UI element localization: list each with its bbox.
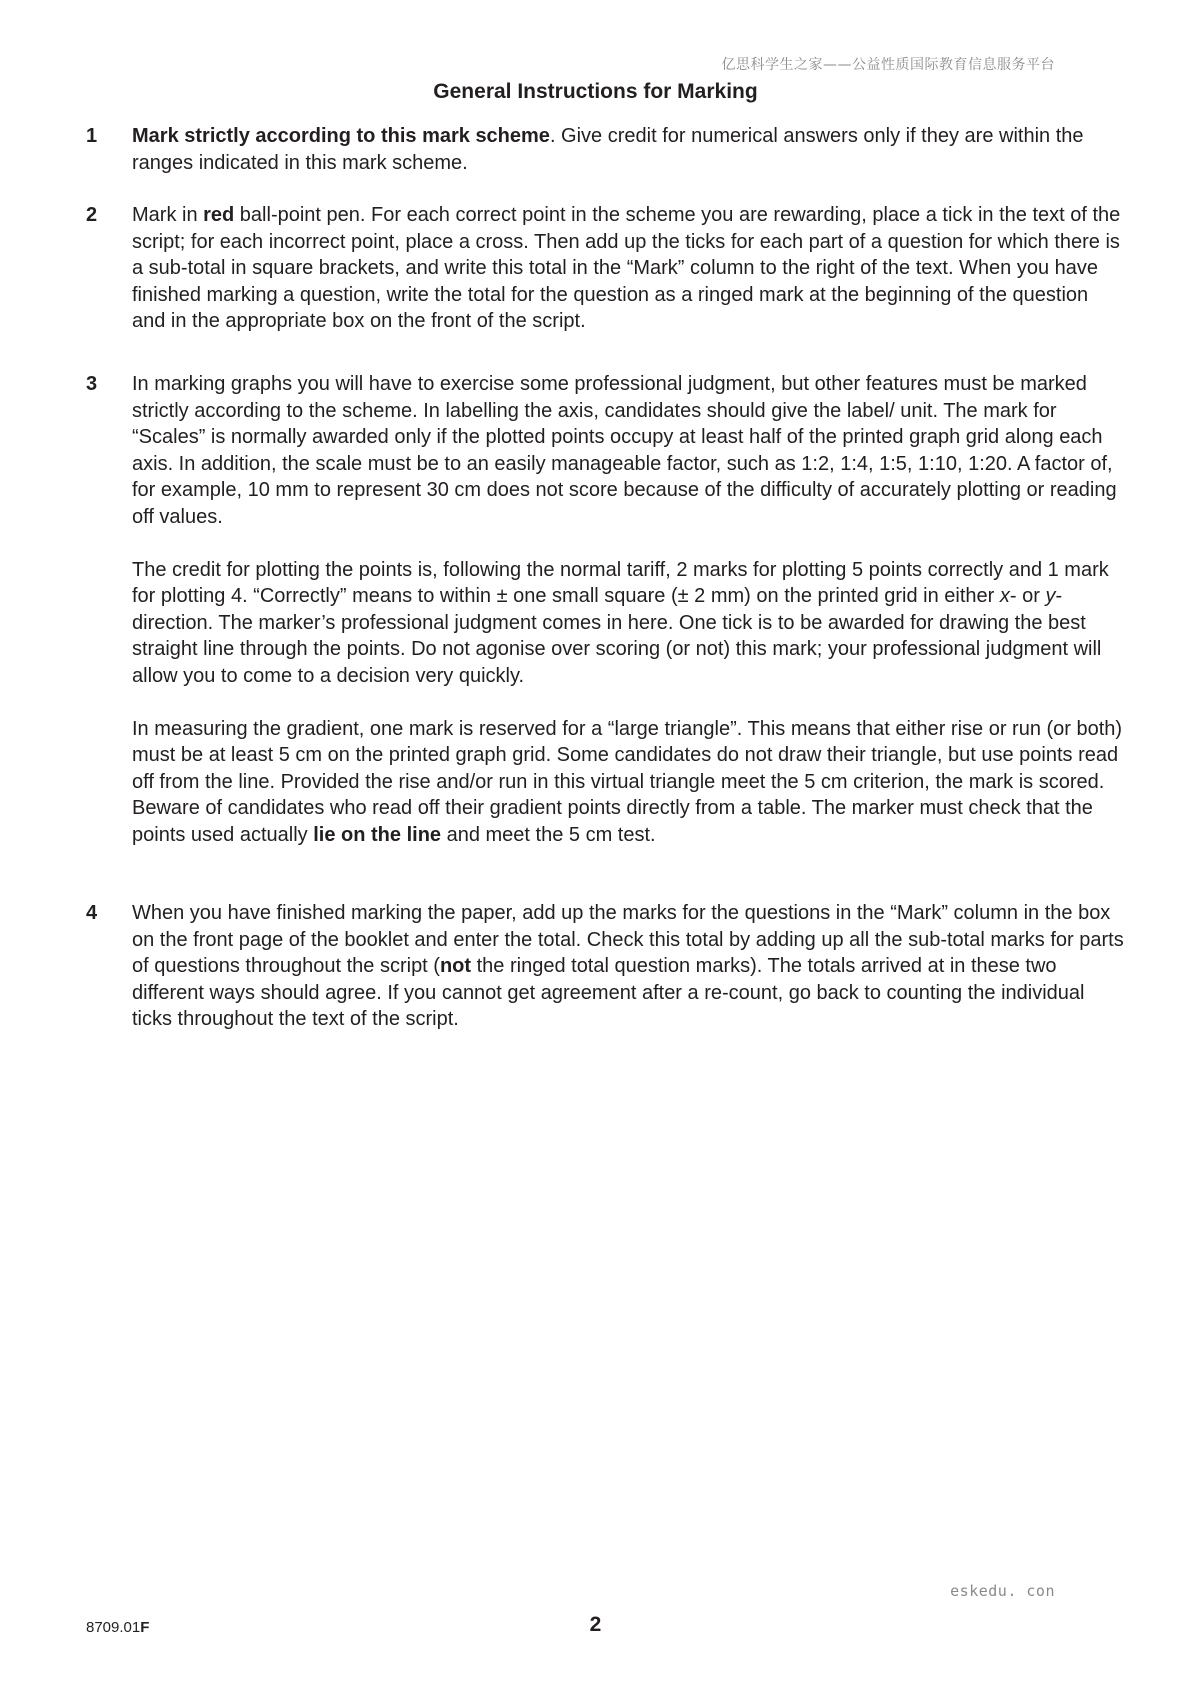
instruction-item-4 bbox=[86, 900, 1126, 1033]
paragraph-text: . Give credit for numerical answers only if they are within the ranges indicated in this mark scheme. bbox=[132, 125, 1084, 174]
item-number: 1 bbox=[86, 125, 98, 147]
instruction-item-2 bbox=[86, 202, 1126, 335]
instruction-item-1 bbox=[86, 123, 1126, 176]
paragraph-text: -direction. The marker’s professional judgment comes in here. One tick is to be awarded for drawing the best straight line through the points. Do not agonise over scoring (or not) this mark; your professional judgment will allow you to come to a decision very quickly. bbox=[132, 585, 1102, 687]
page-number: 2 bbox=[589, 1613, 602, 1636]
item-paragraph bbox=[132, 900, 1126, 1033]
item-body bbox=[132, 202, 1126, 335]
paragraph-text: ball-point pen. For each correct point in the scheme you are rewarding, place a tick in the text of the script; for each incorrect point, place a cross. Then add up the ticks for each part of a question for which there is a sub-total in square brackets, and write this total in the “Mark” column to the right of the text. When you have finished marking a question, write the total for the question as a ringed mark at the beginning of the question and in the appropriate box on the front of the script. bbox=[132, 204, 1121, 332]
paragraph-text: When you have finished marking the paper, add up the marks for the questions in the “Mark” column in the box on the front page of the booklet and enter the total. Check this total by adding up all the sub-total marks for parts of questions throughout the script ( bbox=[132, 902, 1124, 977]
paragraph-text: Mark in bbox=[132, 204, 204, 226]
bold-text: Mark strictly according to this mark scheme bbox=[132, 125, 550, 147]
paragraph-text: In measuring the gradient, one mark is reserved for a “large triangle”. This means that either rise or run (or both) must be at least 5 cm on the printed graph grid. Some candidates do not draw their triangle, but use points read off from the line. Provided the rise and/or run in this virtual triangle meet the 5 cm criterion, the mark is scored. Beware of candidates who read off their gradient points directly from a table. The marker must check that the points used actually bbox=[132, 717, 1123, 846]
paper-code-suffix: F bbox=[140, 1619, 150, 1636]
instruction-item-3 bbox=[86, 371, 1126, 848]
paragraph-text: the ringed total question marks). The totals arrived at in these two different ways should agree. If you cannot get agreement after a re-count, go back to counting the individual ticks throughout the text of the script. bbox=[132, 955, 1085, 1030]
footer-watermark: eskedu. con bbox=[950, 1582, 1055, 1600]
paragraph-text: and meet the 5 cm test. bbox=[441, 823, 656, 846]
paragraph-text: - or bbox=[1009, 585, 1046, 607]
item-paragraph: In marking graphs you will have to exercise some professional judgment, but other features must be marked strictly according to the scheme. In labelling the axis, candidates should give the label/ unit. The mark for “Scales” is normally awarded only if the plotted points occupy at least half of the printed graph grid along each axis. In addition, the scale must be to an easily manageable factor, such as 1:2, 1:4, 1:5, 1:10, 1:20. A factor of, for example, 10 mm to represent 30 cm does not score because of the difficulty of accurately plotting or reading off values. bbox=[132, 373, 1117, 528]
item-body bbox=[132, 900, 1126, 1033]
item-number: 3 bbox=[86, 373, 98, 395]
bold-text: lie on the line bbox=[313, 823, 442, 846]
paragraph-text: The credit for plotting the points is, following the normal tariff, 2 marks for plotting 5 points correctly and 1 mark for plotting 4. “Correctly” means to within ± one small square (± 2 mm) on the printed grid in either bbox=[132, 558, 1109, 607]
item-number: 4 bbox=[86, 902, 98, 924]
italic-x: x bbox=[999, 585, 1010, 607]
item-paragraph bbox=[132, 123, 1126, 176]
item-paragraph bbox=[132, 716, 1126, 849]
item-paragraph bbox=[132, 202, 1126, 335]
item-body bbox=[132, 371, 1126, 848]
item-paragraph bbox=[132, 557, 1126, 690]
item-body bbox=[132, 123, 1126, 176]
page-title: General Instructions for Marking bbox=[433, 80, 758, 103]
bold-text: red bbox=[203, 204, 235, 226]
item-number: 2 bbox=[86, 204, 98, 226]
paper-code-number: 8709.01 bbox=[86, 1619, 141, 1636]
italic-y: y bbox=[1045, 585, 1056, 607]
bold-text: not bbox=[439, 955, 472, 977]
header-watermark: 亿思科学生之家——公益性质国际教育信息服务平台 bbox=[721, 57, 1055, 73]
